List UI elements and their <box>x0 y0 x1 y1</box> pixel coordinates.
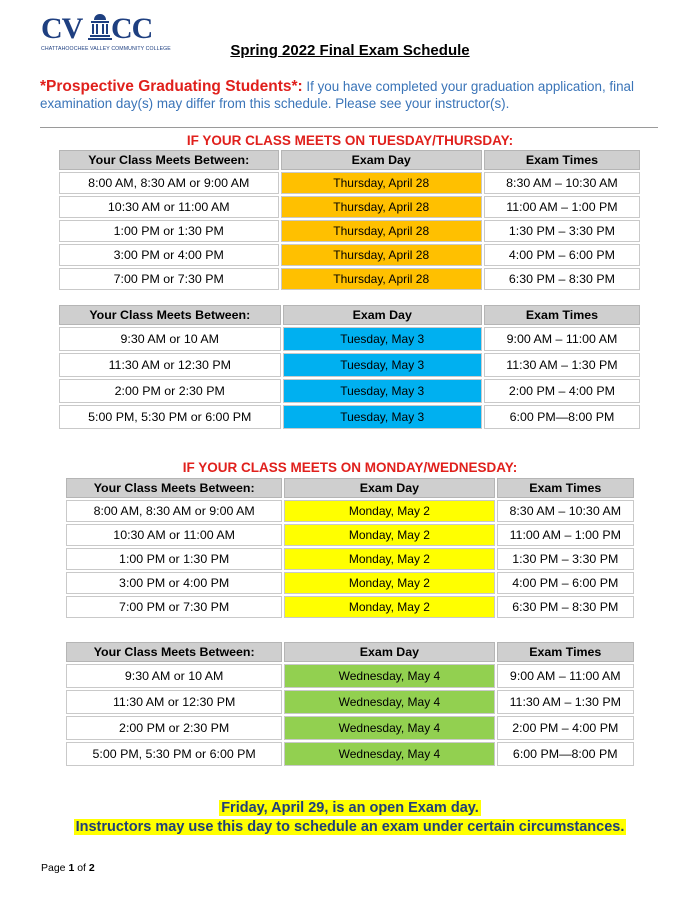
class-meets-cell: 3:00 PM or 4:00 PM <box>59 244 279 266</box>
exam-day-cell: Wednesday, May 4 <box>284 664 494 688</box>
exam-day-cell: Thursday, April 28 <box>281 244 482 266</box>
document-title: Spring 2022 Final Exam Schedule <box>230 42 470 59</box>
class-meets-cell: 10:30 AM or 11:00 AM <box>59 196 279 218</box>
exam-times-cell: 4:00 PM – 6:00 PM <box>497 572 634 594</box>
header-class-meets: Your Class Meets Between: <box>59 305 281 325</box>
class-meets-cell: 8:00 AM, 8:30 AM or 9:00 AM <box>59 172 279 194</box>
table-row <box>66 572 634 594</box>
table-header-row <box>66 478 634 498</box>
header-class-meets: Your Class Meets Between: <box>66 642 282 662</box>
logo-text-left: CV <box>41 12 83 45</box>
exam-day-cell: Monday, May 2 <box>284 548 494 570</box>
class-meets-cell: 7:00 PM or 7:30 PM <box>59 268 279 290</box>
exam-times-cell: 1:30 PM – 3:30 PM <box>497 548 634 570</box>
table-row <box>66 716 634 740</box>
table-row <box>59 196 640 218</box>
exam-day-cell: Monday, May 2 <box>284 572 494 594</box>
exam-times-cell: 9:00 AM – 11:00 AM <box>484 327 640 351</box>
table-row <box>59 353 640 377</box>
table-row <box>59 405 640 429</box>
exam-times-cell: 11:00 AM – 1:00 PM <box>484 196 640 218</box>
exam-day-cell: Tuesday, May 3 <box>283 327 482 351</box>
class-meets-cell: 9:30 AM or 10 AM <box>59 327 281 351</box>
divider <box>40 127 658 128</box>
table-row <box>66 690 634 714</box>
exam-times-cell: 2:00 PM – 4:00 PM <box>484 379 640 403</box>
exam-times-cell: 9:00 AM – 11:00 AM <box>497 664 634 688</box>
footer-line-2: Instructors may use this day to schedule an exam under certain circumstances. <box>75 819 625 835</box>
exam-day-cell: Monday, May 2 <box>284 596 494 618</box>
header-class-meets: Your Class Meets Between: <box>59 150 279 170</box>
exam-day-cell: Thursday, April 28 <box>281 268 482 290</box>
table-row <box>59 327 640 351</box>
table-row <box>66 524 634 546</box>
exam-times-cell: 8:30 AM – 10:30 AM <box>484 172 640 194</box>
exam-times-cell: 8:30 AM – 10:30 AM <box>497 500 634 522</box>
header-exam-times: Exam Times <box>497 478 634 498</box>
table-row <box>66 664 634 688</box>
exam-times-cell: 11:30 AM – 1:30 PM <box>497 690 634 714</box>
header-exam-times: Exam Times <box>484 150 640 170</box>
exam-times-cell: 6:00 PM—8:00 PM <box>484 405 640 429</box>
mon-wed-table-1 <box>64 476 636 620</box>
class-meets-cell: 3:00 PM or 4:00 PM <box>66 572 282 594</box>
header-class-meets: Your Class Meets Between: <box>66 478 282 498</box>
header-exam-day: Exam Day <box>281 150 482 170</box>
table-row <box>66 596 634 618</box>
exam-times-cell: 6:30 PM – 8:30 PM <box>497 596 634 618</box>
exam-times-cell: 4:00 PM – 6:00 PM <box>484 244 640 266</box>
header-exam-times: Exam Times <box>497 642 634 662</box>
exam-day-cell: Thursday, April 28 <box>281 220 482 242</box>
table-row <box>59 244 640 266</box>
class-meets-cell: 1:00 PM or 1:30 PM <box>59 220 279 242</box>
exam-times-cell: 11:30 AM – 1:30 PM <box>484 353 640 377</box>
exam-times-cell: 11:00 AM – 1:00 PM <box>497 524 634 546</box>
table-row <box>59 379 640 403</box>
open-exam-day-note <box>0 799 700 818</box>
exam-day-cell: Tuesday, May 3 <box>283 379 482 403</box>
header-exam-day: Exam Day <box>284 478 494 498</box>
table-row <box>59 172 640 194</box>
class-meets-cell: 11:30 AM or 12:30 PM <box>59 353 281 377</box>
table-row <box>66 500 634 522</box>
graduating-notice <box>40 78 660 112</box>
exam-times-cell: 6:30 PM – 8:30 PM <box>484 268 640 290</box>
header-exam-day: Exam Day <box>283 305 482 325</box>
mon-wed-table-2 <box>64 640 636 768</box>
exam-day-cell: Wednesday, May 4 <box>284 716 494 740</box>
class-meets-cell: 10:30 AM or 11:00 AM <box>66 524 282 546</box>
instructor-note <box>0 818 700 837</box>
tue-thu-heading: IF YOUR CLASS MEETS ON TUESDAY/THURSDAY: <box>186 133 514 148</box>
tue-thu-table-1 <box>57 148 642 292</box>
class-meets-cell: 11:30 AM or 12:30 PM <box>66 690 282 714</box>
header-exam-times: Exam Times <box>484 305 640 325</box>
exam-day-cell: Thursday, April 28 <box>281 196 482 218</box>
footer-line-1: Friday, April 29, is an open Exam day. <box>221 800 479 816</box>
class-meets-cell: 7:00 PM or 7:30 PM <box>66 596 282 618</box>
table-row <box>66 742 634 766</box>
exam-day-cell: Wednesday, May 4 <box>284 690 494 714</box>
logo-text-right: CC <box>111 12 153 45</box>
tue-thu-table-2 <box>57 303 642 431</box>
class-meets-cell: 2:00 PM or 2:30 PM <box>59 379 281 403</box>
page-number: Page 1 of 2 <box>41 862 95 874</box>
class-meets-cell: 9:30 AM or 10 AM <box>66 664 282 688</box>
building-icon <box>88 12 112 42</box>
class-meets-cell: 5:00 PM, 5:30 PM or 6:00 PM <box>66 742 282 766</box>
table-header-row <box>66 642 634 662</box>
exam-day-cell: Tuesday, May 3 <box>283 405 482 429</box>
table-row <box>59 268 640 290</box>
mon-wed-heading: IF YOUR CLASS MEETS ON MONDAY/WEDNESDAY: <box>182 460 518 475</box>
table-header-row <box>59 150 640 170</box>
logo-tagline: CHATTAHOOCHEE VALLEY COMMUNITY COLLEGE <box>41 46 171 52</box>
table-row <box>59 220 640 242</box>
exam-day-cell: Tuesday, May 3 <box>283 353 482 377</box>
table-header-row <box>59 305 640 325</box>
class-meets-cell: 8:00 AM, 8:30 AM or 9:00 AM <box>66 500 282 522</box>
table-row <box>66 548 634 570</box>
class-meets-cell: 2:00 PM or 2:30 PM <box>66 716 282 740</box>
exam-day-cell: Monday, May 2 <box>284 524 494 546</box>
notice-body: If you have completed your graduation application, final examination day(s) may differ from this schedule. Please see your instructor(s). <box>40 79 634 111</box>
class-meets-cell: 5:00 PM, 5:30 PM or 6:00 PM <box>59 405 281 429</box>
exam-day-cell: Monday, May 2 <box>284 500 494 522</box>
header-exam-day: Exam Day <box>284 642 494 662</box>
class-meets-cell: 1:00 PM or 1:30 PM <box>66 548 282 570</box>
exam-times-cell: 6:00 PM—8:00 PM <box>497 742 634 766</box>
exam-times-cell: 2:00 PM – 4:00 PM <box>497 716 634 740</box>
exam-day-cell: Thursday, April 28 <box>281 172 482 194</box>
exam-times-cell: 1:30 PM – 3:30 PM <box>484 220 640 242</box>
exam-day-cell: Wednesday, May 4 <box>284 742 494 766</box>
notice-lead: *Prospective Graduating Students*: <box>40 78 303 95</box>
